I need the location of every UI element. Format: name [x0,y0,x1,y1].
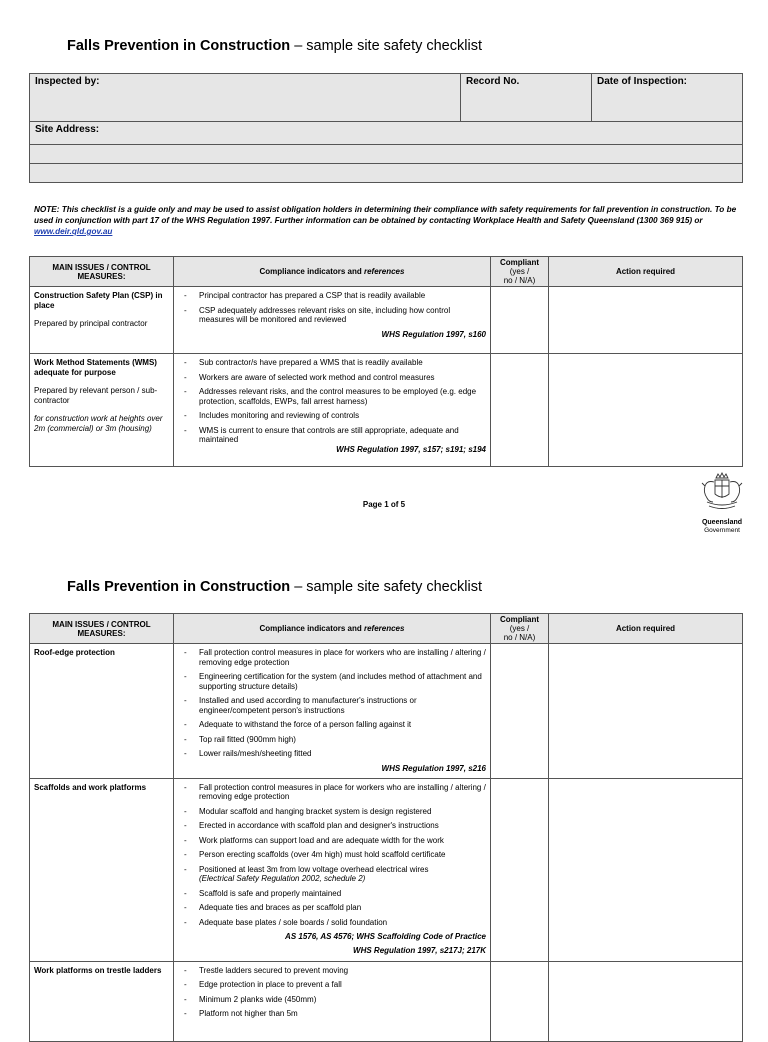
regulation-reference: WHS Regulation 1997, s157; s191; s194 [336,444,486,454]
col-header-indicators-text: Compliance indicators and [259,267,364,276]
compliant-input-cell[interactable] [491,961,549,1041]
list-item [178,865,486,884]
list-item: - Installed and used according to manufacturer's instructions or engineer/competent person's instructions [178,696,486,715]
regulation-reference: WHS Regulation 1997, s216 [381,763,486,773]
list-item: - Includes monitoring and reviewing of controls [178,411,486,421]
list-item: - Modular scaffold and hanging bracket system is design registered [178,807,486,817]
page-title [67,579,482,595]
list-item: - Fall protection control measures in place for workers who are installing / altering / removing edge protection [178,648,486,667]
regulation-reference: WHS Regulation 1997, s160 [381,329,486,339]
list-item: - Edge protection in place to prevent a fall [178,980,486,990]
list-item: - Principal contractor has prepared a CSP that is readily available [178,291,486,301]
compliant-input-cell[interactable] [491,287,549,354]
issue-cell [30,287,174,354]
issue-title: Work platforms on trestle ladders [34,965,162,975]
date-of-inspection-field[interactable] [592,74,743,122]
action-input-cell[interactable] [549,354,743,467]
issue-note-italic: for construction work at heights over 2m (commercial) or 3m (housing) [34,414,163,433]
checklist-table-page2 [29,613,743,1042]
checklist-note [34,204,746,237]
issue-note: Prepared by relevant person / sub-contractor [34,386,158,405]
list-item: - Adequate base plates / sole boards / solid foundation [178,918,486,928]
action-input-cell[interactable] [549,644,743,779]
col-header-action: Action required [549,614,743,644]
list-item: - Top rail fitted (900mm high) [178,735,486,745]
issue-title: Construction Safety Plan (CSP) in place [34,291,163,310]
action-input-cell[interactable] [549,287,743,354]
inspected-by-field[interactable] [30,74,461,122]
issue-cell [30,778,174,961]
compliant-input-cell[interactable] [491,354,549,467]
col-header-references: references [363,267,405,276]
action-input-cell[interactable] [549,961,743,1041]
page-title [67,38,482,54]
site-address-line-2[interactable] [30,164,743,183]
record-no-label: Record No. [466,76,520,87]
record-no-field[interactable] [461,74,592,122]
note-text: NOTE: This checklist is a guide only and may be used to assist obligation holders in determining their compliance with safety requirements for fall prevention in construction. To be used in conjunction with part 17 of the WHS Regulation 1997. Further information can be obtained by contacting Workplace Health and Safety Queensland (1300 369 915) or [34,205,737,225]
deir-website-link[interactable]: www.deir.qld.gov.au [34,227,113,236]
issue-title: Roof-edge protection [34,648,115,657]
indicators-cell [174,644,491,779]
list-item: - Addresses relevant risks, and the control measures to be employed (e.g. edge protection, scaffolds, EWPs, fall arrest harness) [178,387,486,406]
queensland-crest-icon [699,472,745,514]
col-header-action: Action required [549,257,743,287]
table-row [30,287,743,354]
list-item: - Scaffold is safe and properly maintained [178,889,486,899]
table-row [30,354,743,467]
site-address-line-1[interactable] [30,145,743,164]
page-title-bold: Falls Prevention in Construction [67,38,291,54]
action-input-cell[interactable] [549,778,743,961]
col-header-indicators [174,257,491,287]
list-item: - Platform not higher than 5m [178,1009,486,1019]
page-number: Page 1 of 5 [362,500,406,509]
compliant-yes-label: (yes / [509,267,530,276]
compliant-input-cell[interactable] [491,778,549,961]
col-header-indicators-text: Compliance indicators and [259,624,364,633]
regulation-reference: AS 1576, AS 4576; WHS Scaffolding Code of Practice [285,932,486,941]
checklist-table-page1 [29,256,743,467]
list-item: - WMS is current to ensure that controls are still appropriate, adequate and maintained [178,426,486,445]
table-row [30,961,743,1041]
list-item: - Workers are aware of selected work method and control measures [178,373,486,383]
col-header-issues: MAIN ISSUES / CONTROL MEASURES: [30,257,174,287]
date-of-inspection-label: Date of Inspection: [597,76,688,87]
logo-government-text: Government [704,527,740,534]
inspection-header-table [29,73,743,183]
issue-title: Scaffolds and work platforms [34,782,147,792]
col-header-indicators [174,614,491,644]
indicators-cell [174,961,491,1041]
compliant-yes-label: (yes / [509,624,530,633]
list-item-subref: (Electrical Safety Regulation 2002, schedule 2) [199,874,366,883]
regulation-reference: WHS Regulation 1997, s217J; 217K [353,946,486,955]
compliant-no-label: no / N/A) [503,633,536,642]
site-address-label: Site Address: [35,124,100,135]
logo-queensland-text: Queensland [701,519,743,526]
list-item: - Work platforms can support load and are adequate width for the work [178,836,486,846]
page-title-rest: – sample site safety checklist [290,579,482,595]
list-item: - Erected in accordance with scaffold plan and designer's instructions [178,821,486,831]
issue-cell [30,961,174,1041]
indicators-cell [174,354,491,467]
list-item: - Person erecting scaffolds (over 4m high) must hold scaffold certificate [178,850,486,860]
indicators-cell [174,778,491,961]
indicators-cell [174,287,491,354]
list-item: - Minimum 2 planks wide (450mm) [178,995,486,1005]
table-row [30,644,743,779]
list-item: - CSP adequately addresses relevant risks on site, including how control measures will be monitored and reviewed [178,306,486,325]
list-item: - Adequate ties and braces as per scaffold plan [178,903,486,913]
site-address-field[interactable] [30,122,743,145]
table-row [30,778,743,961]
queensland-government-logo [697,472,747,534]
issue-cell [30,644,174,779]
list-item: - Trestle ladders secured to prevent moving [178,966,486,976]
col-header-references: references [363,624,405,633]
col-header-compliant [491,614,549,644]
issue-title: Work Method Statements (WMS) adequate for purpose [34,358,157,377]
compliant-no-label: no / N/A) [503,276,536,285]
inspected-by-label: Inspected by: [35,76,100,87]
page-title-bold: Falls Prevention in Construction [67,579,291,595]
compliant-input-cell[interactable] [491,644,549,779]
page-title-rest: – sample site safety checklist [290,38,482,54]
list-item-text: Positioned at least 3m from low voltage overhead electrical wires [199,864,429,874]
compliant-label: Compliant [499,258,540,267]
issue-cell [30,354,174,467]
list-item: - Sub contractor/s have prepared a WMS that is readily available [178,358,486,368]
list-item: - Lower rails/mesh/sheeting fitted [178,749,486,759]
list-item: - Engineering certification for the system (and includes method of attachment and supporting structure details) [178,672,486,691]
list-item: - Adequate to withstand the force of a person falling against it [178,720,486,730]
col-header-compliant [491,257,549,287]
col-header-issues: MAIN ISSUES / CONTROL MEASURES: [30,614,174,644]
issue-note: Prepared by principal contractor [34,319,148,328]
list-item: - Fall protection control measures in place for workers who are installing / altering / removing edge protection [178,783,486,802]
compliant-label: Compliant [499,615,540,624]
